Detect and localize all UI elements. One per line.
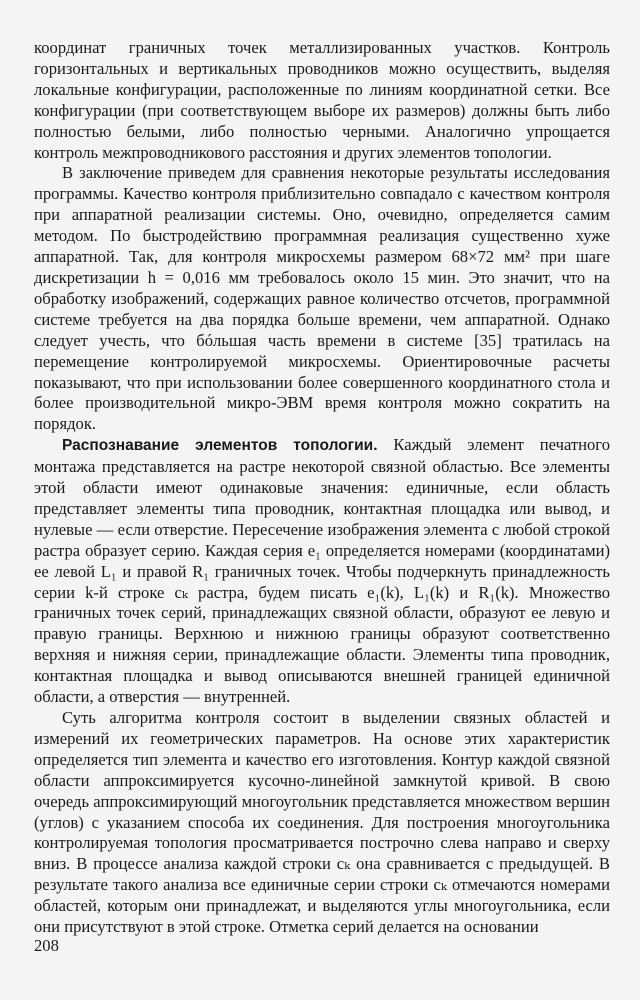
paragraph-4-text: Суть алгоритма контроля состоит в выделении связных областей и измерений их геометрических параметров. На основе этих характеристик определяется тип элемента и качество его изготовления. Контур каждой связной области аппроксимируется кусочно-линейной замкнутой кривой. В свою очередь аппроксимирующий многоугольник представляется множеством вершин (углов) с указанием способа их соединения. Для построения многоугольника контролируемая топология просматривается построчно слева направо и сверху вниз. В процессе анализа каждой строки cₖ она сравнивается с предыдущей. В результате такого анализа все единичные серии строки cₖ отмечаются номерами областей, которым они принадлежат, и выделяются углы многоугольника, если они присутствуют в этой строке. Отметка серий делается на основании <box>34 708 610 937</box>
paragraph-2 <box>34 163 610 435</box>
paragraph-1-text: координат граничных точек металлизированных участков. Контроль горизонтальных и вертикальных проводников можно осуществить, выделяя локальные конфигурации, расположенные по линиям координатной сетки. Все конфигурации (при соответствующем выборе их размеров) должны быть либо полностью белыми, либо полностью черными. Аналогично упрощается контроль межпроводникового расстояния и других элементов топологии. <box>34 38 610 162</box>
paragraph-4 <box>34 708 610 938</box>
paragraph-2-text: В заключение приведем для сравнения некоторые результаты исследования программы. Качество контроля приблизительно совпадало с качеством контроля при аппаратной реализации системы. Оно, очевидно, определяется самим методом. По быстродействию программная реализация существенно хуже аппаратной. Так, для контроля микросхемы размером 68×72 мм² при шаге дискретизации h = 0,016 мм требовалось около 15 мин. Это значит, что на обработку изображений, содержащих равное количество отсчетов, программной системе требуется на два порядка больше времени, чем аппаратной. Однако следует учесть, что бóльшая часть времени в системе [35] тратилась на перемещение контролируемой микросхемы. Ориентировочные расчеты показывают, что при использовании более совершенного координатного стола и более производительной микро-ЭВМ время контроля можно сократить на порядок. <box>34 163 610 434</box>
page-number: 208 <box>34 936 59 955</box>
section-heading: Распознавание элементов топологии. <box>62 437 378 455</box>
paragraph-3-text: Каждый элемент печатного монтажа представляется на растре некоторой связной областью. Все элементы этой области имеют одинаковые значения: единичные, если область представляет элементы типа проводник, контактная площадка или вывод, и нулевые — если отверстие. Пересечение изображения элемента с любой строкой растра образует серию. Каждая серия e₁ определяется номерами (координатами) ее левой L₁ и правой R₁ граничных точек. Чтобы подчеркнуть принадлежность серии k-й строке cₖ растра, будем писать e₁(k), L₁(k) и R₁(k). Множество граничных точек серий, принадлежащих связной области, образуют ее левую и правую границы. Верхнюю и нижнюю границы образуют соответственно верхняя и нижняя серии, принадлежащие области. Элементы типа проводник, контактная площадка и вывод описываются внешней границей единичной области, а отверстия — внутренней. <box>34 435 610 707</box>
paragraph-1 <box>34 38 610 163</box>
paragraph-3 <box>34 435 610 708</box>
